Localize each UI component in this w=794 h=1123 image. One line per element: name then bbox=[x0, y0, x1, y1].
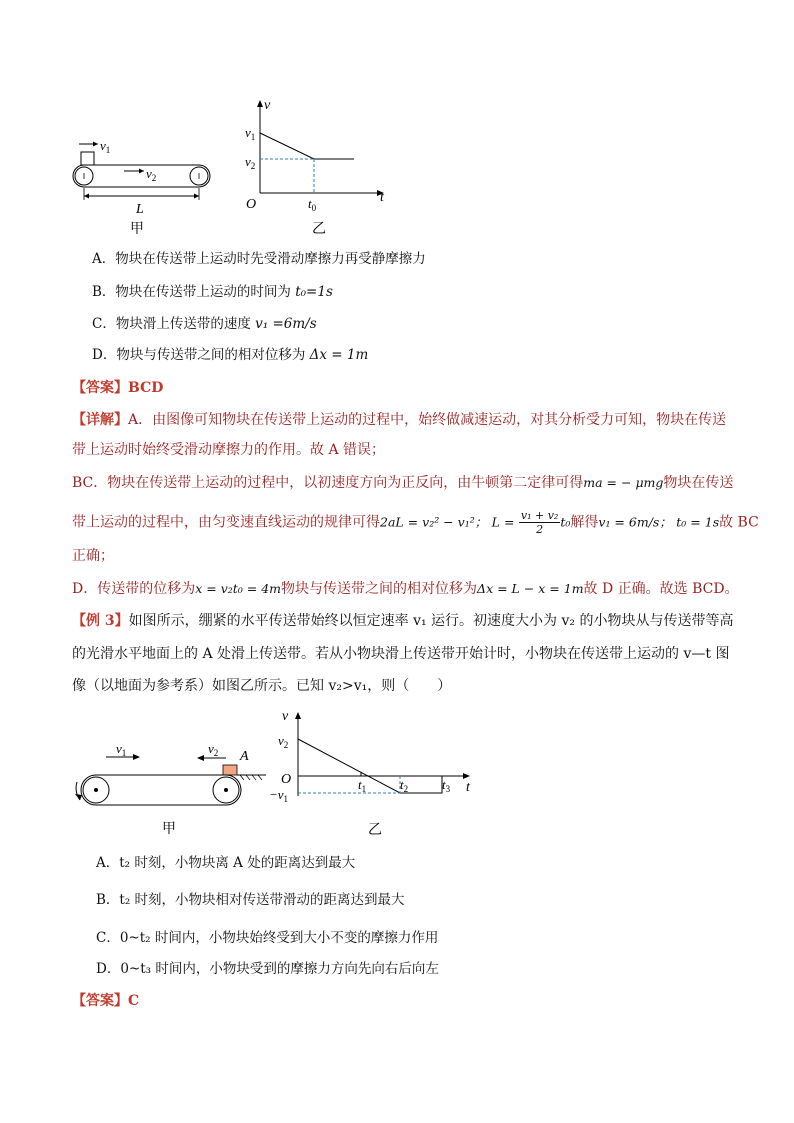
caption-jia-2: 甲 bbox=[162, 822, 176, 837]
q2-stem-line-2: 的光滑水平地面上的 A 处滑上传送带。若从小物块滑上传送带开始计时，小物块在传送带上运动的 v—t 图 bbox=[72, 646, 730, 662]
q1-detail-line-5: 正确； bbox=[72, 548, 114, 564]
q1-detail-line-6: D．传送带的位移为x = v₂t₀ = 4m物块与传送带之间的相对位移为Δx = L − x = 1m故 D 正确。故选 BCD。 bbox=[72, 581, 739, 597]
figure-2-yi bbox=[266, 706, 486, 838]
label-v1: $v_1$ bbox=[100, 138, 111, 155]
vt-line bbox=[298, 739, 442, 793]
label-v2: $v_2$ bbox=[208, 741, 219, 758]
q1-detail-line-1: 【详解】A．由图像可知物块在传送带上运动的过程中，始终做减速运动，对其分析受力可知，物块在传送 bbox=[72, 412, 727, 428]
q2-answer: 【答案】C bbox=[72, 993, 140, 1009]
q2-option-b: B．t₂ 时刻，小物块相对传送带滑动的距离达到最大 bbox=[96, 892, 405, 908]
q2-stem-line-1: 【例 3】如图所示，绷紧的水平传送带始终以恒定速率 v₁ 运行。初速度大小为 v₂ 的小物块从与传送带等高 bbox=[72, 613, 734, 629]
q1-option-a: A．物块在传送带上运动时先受滑动摩擦力再受静摩擦力 bbox=[92, 251, 426, 267]
q2-stem-line-3: 像（以地面为参考系）如图乙所示。已知 v₂>v₁，则（ ） bbox=[72, 678, 452, 694]
tick-t2: $t_2$ bbox=[400, 777, 409, 794]
q2-option-c: C．0~t₂ 时间内，小物块始终受到大小不变的摩擦力作用 bbox=[96, 930, 439, 946]
tick-neg-v1: $-v_1$ bbox=[269, 787, 289, 804]
figure-2-jia bbox=[66, 738, 276, 838]
figure-1-jia bbox=[66, 138, 216, 234]
v-axis-label: v bbox=[264, 98, 271, 113]
q1-option-c: C．物块滑上传送带的速度 v₁ =6m/s bbox=[92, 316, 317, 332]
tick-v2: $v_2$ bbox=[245, 154, 256, 171]
q2-option-a: A．t₂ 时刻，小物块离 A 处的距离达到最大 bbox=[96, 855, 356, 871]
figure-1-yi bbox=[240, 97, 400, 237]
q2-option-d: D．0~t₃ 时间内，小物块受到的摩擦力方向先向右后向左 bbox=[96, 961, 439, 977]
label-v1: $v_1$ bbox=[116, 741, 127, 758]
tick-v1: $v_1$ bbox=[245, 125, 256, 142]
conveyor-belt bbox=[73, 165, 210, 187]
label-L: L bbox=[136, 202, 144, 217]
origin-label: O bbox=[246, 197, 257, 212]
block-A bbox=[223, 765, 237, 775]
caption-jia: 甲 bbox=[130, 222, 144, 234]
q1-answer: 【答案】BCD bbox=[72, 380, 164, 396]
label-v2: $v_2$ bbox=[146, 166, 157, 183]
tick-t1: $t_1$ bbox=[358, 777, 367, 794]
q1-option-b: B．物块在传送带上运动的时间为 t₀=1s bbox=[92, 284, 333, 300]
caption-yi: 乙 bbox=[312, 222, 326, 237]
origin-label: O bbox=[281, 772, 292, 787]
q1-detail-line-3: BC．物块在传送带上运动的过程中，以初速度方向为正反向，由牛顿第二定律可得ma = − μmg物块在传送 bbox=[72, 475, 734, 491]
vt-line bbox=[260, 133, 354, 159]
q1-detail-line-2: 带上运动时始终受滑动摩擦力的作用。故 A 错误； bbox=[72, 442, 386, 458]
tick-t0: $t_0$ bbox=[308, 196, 317, 213]
label-A: A bbox=[240, 749, 249, 764]
v-axis-label: v bbox=[282, 709, 289, 724]
tick-t3: $t_3$ bbox=[442, 777, 451, 794]
caption-yi-2: 乙 bbox=[368, 823, 382, 838]
q1-option-d: D．物块与传送带之间的相对位移为 Δx = 1m bbox=[92, 347, 369, 363]
q1-detail-line-4: 带上运动的过程中，由匀变速直线运动的规律可得2aL = v₂² − v₁²； L = $\frac{\text{v₁ + v₂}}{2}$ t₀解得v₁ = 6m/s； t₀ = 1s故 BC bbox=[72, 509, 759, 536]
block bbox=[81, 152, 94, 165]
t-axis-label: t bbox=[380, 190, 384, 205]
tick-v2: $v_2$ bbox=[278, 733, 289, 750]
t-axis-label: t bbox=[466, 780, 470, 795]
